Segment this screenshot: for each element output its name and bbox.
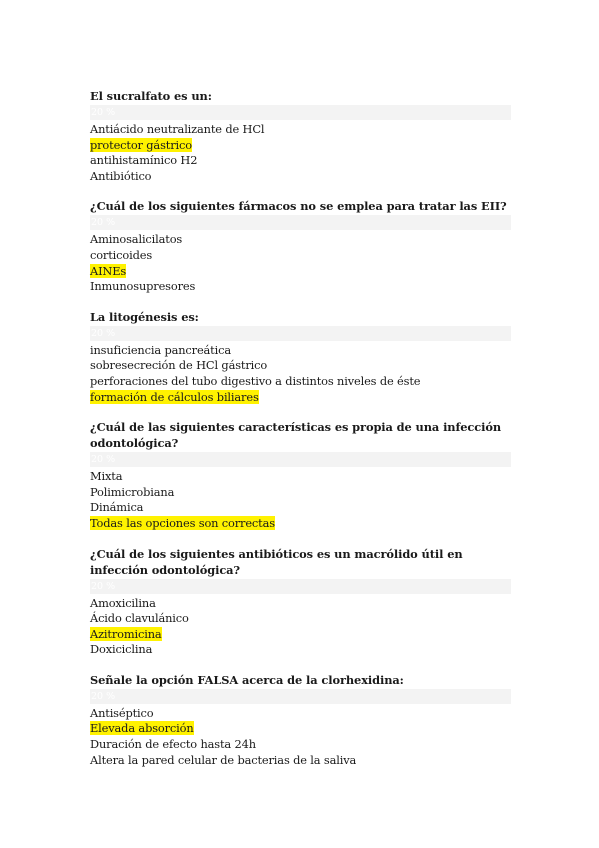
answer-option <box>90 122 511 138</box>
answer-option <box>90 611 511 627</box>
answer-option-text: formación de cálculos biliares <box>90 389 259 404</box>
answer-option <box>90 232 511 248</box>
question-score: 20 % <box>90 579 511 594</box>
answer-option-text: Doxiciclina <box>90 642 153 657</box>
answer-option-text: insuficiencia pancreática <box>90 342 231 357</box>
answer-option <box>90 374 511 390</box>
answer-option-correct <box>90 264 511 280</box>
answer-option <box>90 753 511 769</box>
question-score: 20 % <box>90 105 511 120</box>
answer-option-text: perforaciones del tubo digestivo a distintos niveles de éste <box>90 373 421 388</box>
answer-option <box>90 642 511 658</box>
answer-option-text: Dinámica <box>90 500 144 515</box>
question-score: 20 % <box>90 326 511 341</box>
answer-option <box>90 737 511 753</box>
answer-option <box>90 153 511 169</box>
answer-option-correct <box>90 627 511 643</box>
answer-option-text: Antibiótico <box>90 168 152 183</box>
answer-option-correct <box>90 138 511 154</box>
answer-option <box>90 596 511 612</box>
answer-option <box>90 358 511 374</box>
answer-option-text: Todas las opciones son correctas <box>90 515 275 530</box>
answer-option-text: Mixta <box>90 469 123 484</box>
question-block <box>90 309 511 405</box>
answer-option <box>90 343 511 359</box>
answer-option-text: Aminosalicilatos <box>90 232 183 247</box>
answer-option-text: Polimicrobiana <box>90 484 175 499</box>
question-title: Señale la opción FALSA acerca de la clorhexidina: <box>90 672 404 687</box>
answer-option-correct <box>90 721 511 737</box>
question-title: El sucralfato es un: <box>90 89 212 103</box>
answer-option-text: AINEs <box>90 263 127 278</box>
question-block <box>90 546 511 658</box>
answer-option-text: Antiséptico <box>90 705 154 720</box>
answer-option <box>90 469 511 485</box>
answer-option-text: corticoides <box>90 247 153 262</box>
answer-option-text: Duración de efecto hasta 24h <box>90 737 256 752</box>
answer-option-text: Ácido clavulánico <box>90 611 189 626</box>
question-block <box>90 198 511 294</box>
question-title: ¿Cuál de los siguientes antibióticos es un macrólido útil en infección odontológica? <box>90 546 463 577</box>
answer-option-text: protector gástrico <box>90 137 192 152</box>
question-title: ¿Cuál de las siguientes características es propia de una infección odontológica? <box>90 420 501 451</box>
answer-option-text: Elevada absorción <box>90 721 194 736</box>
answer-option-text: sobresecreción de HCl gástrico <box>90 358 268 373</box>
question-score: 20 % <box>90 215 511 230</box>
question-block <box>90 419 511 531</box>
answer-option <box>90 248 511 264</box>
answer-option-text: antihistamínico H2 <box>90 153 198 168</box>
answer-option-text: Altera la pared celular de bacterias de la saliva <box>90 752 357 767</box>
question-score: 20 % <box>90 689 511 704</box>
answer-option-text: Inmunosupresores <box>90 279 196 294</box>
answer-option-text: Amoxicilina <box>90 595 156 610</box>
answer-option <box>90 485 511 501</box>
answer-option-correct <box>90 516 511 532</box>
answer-option-text: Azitromicina <box>90 626 162 641</box>
question-block <box>90 88 511 184</box>
answer-option-correct <box>90 390 511 406</box>
quiz-list <box>90 88 511 782</box>
answer-option <box>90 500 511 516</box>
question-title: ¿Cuál de los siguientes fármacos no se emplea para tratar las EII? <box>90 199 507 214</box>
question-score: 20 % <box>90 452 511 467</box>
question-block <box>90 672 511 768</box>
answer-option-text: Antiácido neutralizante de HCl <box>90 122 265 136</box>
answer-option <box>90 169 511 185</box>
answer-option <box>90 279 511 295</box>
question-title: La litogénesis es: <box>90 309 199 324</box>
answer-option <box>90 706 511 722</box>
